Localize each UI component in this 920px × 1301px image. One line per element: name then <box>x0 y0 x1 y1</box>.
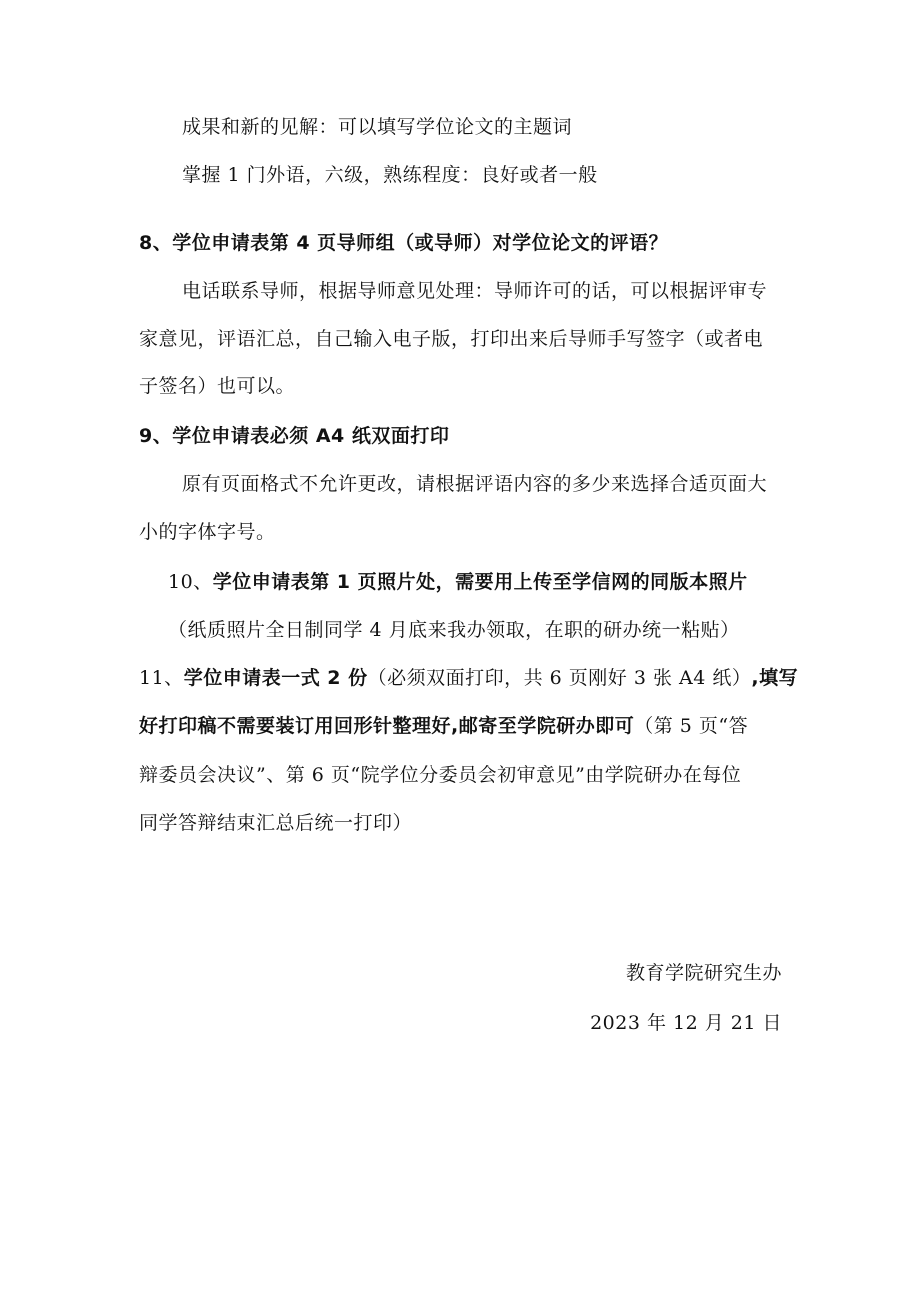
item10-heading-row <box>168 569 748 595</box>
item11-bold-1: 学位申请表一式 2 份 <box>183 667 368 689</box>
item8-body-line-2: 家意见，评语汇总，自己输入电子版，打印出来后导师手写签字（或者电 <box>139 328 764 350</box>
item9-body-line-1: 原有页面格式不允许更改，请根据评语内容的多少来选择合适页面大 <box>182 473 768 495</box>
item11-line-2 <box>139 713 748 739</box>
item8-body-line-1: 电话联系导师，根据导师意见处理：导师许可的话，可以根据评审专 <box>182 280 768 302</box>
item11-bold-3: 好打印稿不需要装订用回形针整理好,邮寄至学院研办即可 <box>139 715 635 737</box>
item10-number: 10、 <box>168 571 213 593</box>
item11-number: 11、 <box>139 667 184 689</box>
item11-line-3: 辩委员会决议”、第 6 页“院学位分委员会初审意见”由学院研办在每位 <box>139 764 742 786</box>
item11-line-1 <box>139 665 798 691</box>
item11-normal-2: （第 5 页“答 <box>634 715 749 737</box>
signature-date: 2023 年 12 月 21 日 <box>590 1012 782 1034</box>
item7-line-2: 掌握 1 门外语，六级，熟练程度：良好或者一般 <box>182 164 598 186</box>
item10-note: （纸质照片全日制同学 4 月底来我办领取，在职的研办统一粘贴） <box>168 619 740 641</box>
signature-office: 教育学院研究生办 <box>625 962 782 984</box>
item11-normal-1: （必须双面打印，共 6 页刚好 3 张 A4 纸） <box>367 667 752 689</box>
item8-heading: 8、学位申请表第 4 页导师组（或导师）对学位论文的评语？ <box>139 232 669 254</box>
item10-heading: 学位申请表第 1 页照片处，需要用上传至学信网的同版本照片 <box>212 571 748 593</box>
item7-line-1: 成果和新的见解：可以填写学位论文的主题词 <box>182 116 573 138</box>
item8-body-line-3: 子签名）也可以。 <box>139 375 296 397</box>
item9-heading: 9、学位申请表必须 A4 纸双面打印 <box>139 425 450 447</box>
item11-bold-2: ,填写 <box>751 667 799 689</box>
item9-body-line-2: 小的字体字号。 <box>139 521 276 543</box>
item11-line-4: 同学答辩结束汇总后统一打印） <box>139 812 413 834</box>
